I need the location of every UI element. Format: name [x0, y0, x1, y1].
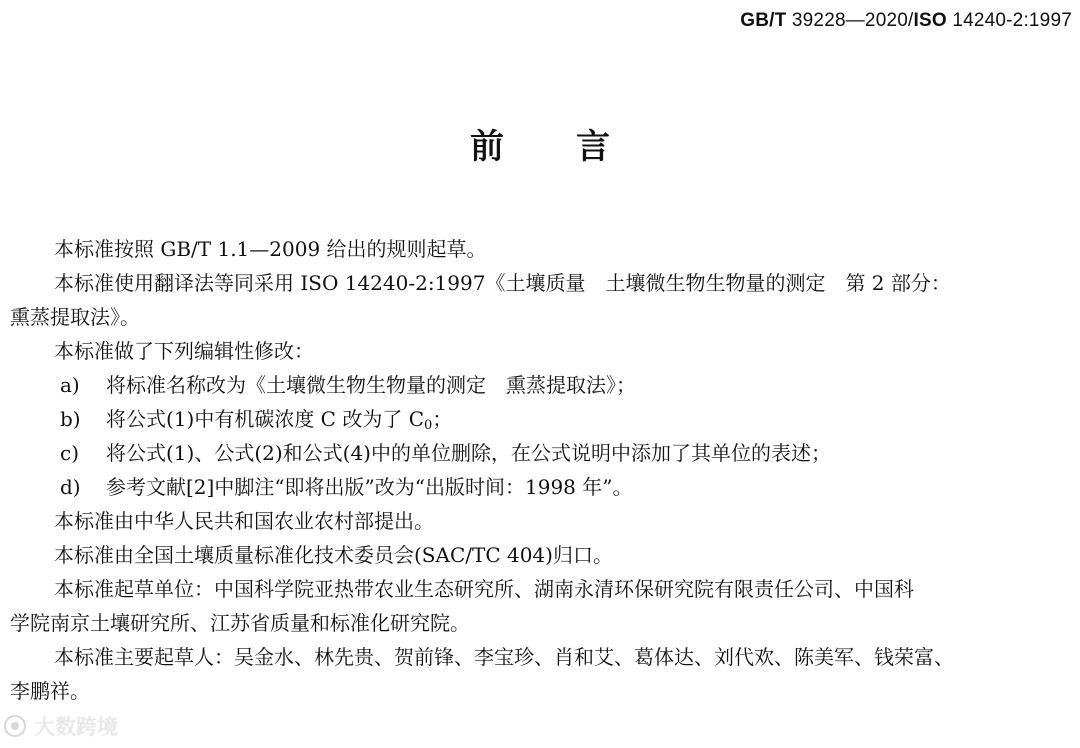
c0-subscript: 0 — [424, 418, 433, 433]
item-marker-b: b) — [60, 407, 81, 431]
standard-code-number: 39228—2020/ — [791, 10, 914, 31]
watermark-logo-icon — [4, 715, 26, 737]
page-title: 前言 — [470, 127, 682, 167]
iso-code-number: 14240-2:1997 — [952, 10, 1072, 31]
iso-code-prefix: ISO — [913, 10, 947, 31]
translation-method-continuation: 熏蒸提取法》。 — [10, 305, 140, 329]
translation-method-line: 本标准使用翻译法等同采用 ISO 14240-2:1997《土壤质量 土壤微生物生物量的测定 第 2 部分： — [54, 271, 951, 295]
item-marker-a: a) — [60, 373, 80, 397]
standard-code — [740, 8, 1072, 34]
item-marker-c: c) — [60, 441, 80, 465]
editorial-change-b-punctuation: ； — [432, 407, 453, 431]
standard-code-prefix: GB/T — [740, 10, 787, 31]
editorial-change-d-text: 参考文献[2]中脚注“即将出版”改为“出版时间：1998 年”。 — [106, 475, 633, 499]
editorial-change-a — [10, 368, 1072, 402]
watermark-text: 大数跨境 — [34, 715, 118, 739]
editorial-changes-heading: 本标准做了下列编辑性修改： — [54, 339, 314, 363]
proposer-line: 本标准由中华人民共和国农业农村部提出。 — [54, 509, 434, 533]
editorial-change-a-text: 将标准名称改为《土壤微生物生物量的测定 熏蒸提取法》； — [106, 373, 636, 397]
editorial-change-d — [10, 470, 1072, 504]
main-drafters-line: 本标准主要起草人：吴金水、林先贵、贺前锋、李宝珍、肖和艾、葛体达、刘代欢、陈美军、钱荣富、 — [54, 645, 954, 669]
drafting-rule-line: 本标准按照 GB/T 1.1—2009 给出的规则起草。 — [54, 237, 487, 261]
watermark — [4, 708, 154, 744]
drafting-units-line: 本标准起草单位：中国科学院亚热带农业生态研究所、湖南永清环保研究院有限责任公司、中国科 — [54, 577, 914, 601]
committee-line: 本标准由全国土壤质量标准化技术委员会(SAC/TC 404)归口。 — [54, 543, 613, 567]
editorial-change-c-text: 将公式(1)、公式(2)和公式(4)中的单位删除，在公式说明中添加了其单位的表述； — [106, 441, 831, 465]
drafting-units-continuation: 学院南京土壤研究所、江苏省质量和标准化研究院。 — [10, 611, 470, 635]
editorial-change-b-text: 将公式(1)中有机碳浓度 C 改为了 C — [106, 407, 425, 431]
preface-content — [10, 232, 1072, 708]
editorial-change-c — [10, 436, 1072, 470]
editorial-change-b — [10, 402, 1072, 436]
item-marker-d: d) — [60, 475, 81, 499]
main-drafters-continuation: 李鹏祥。 — [10, 679, 90, 703]
